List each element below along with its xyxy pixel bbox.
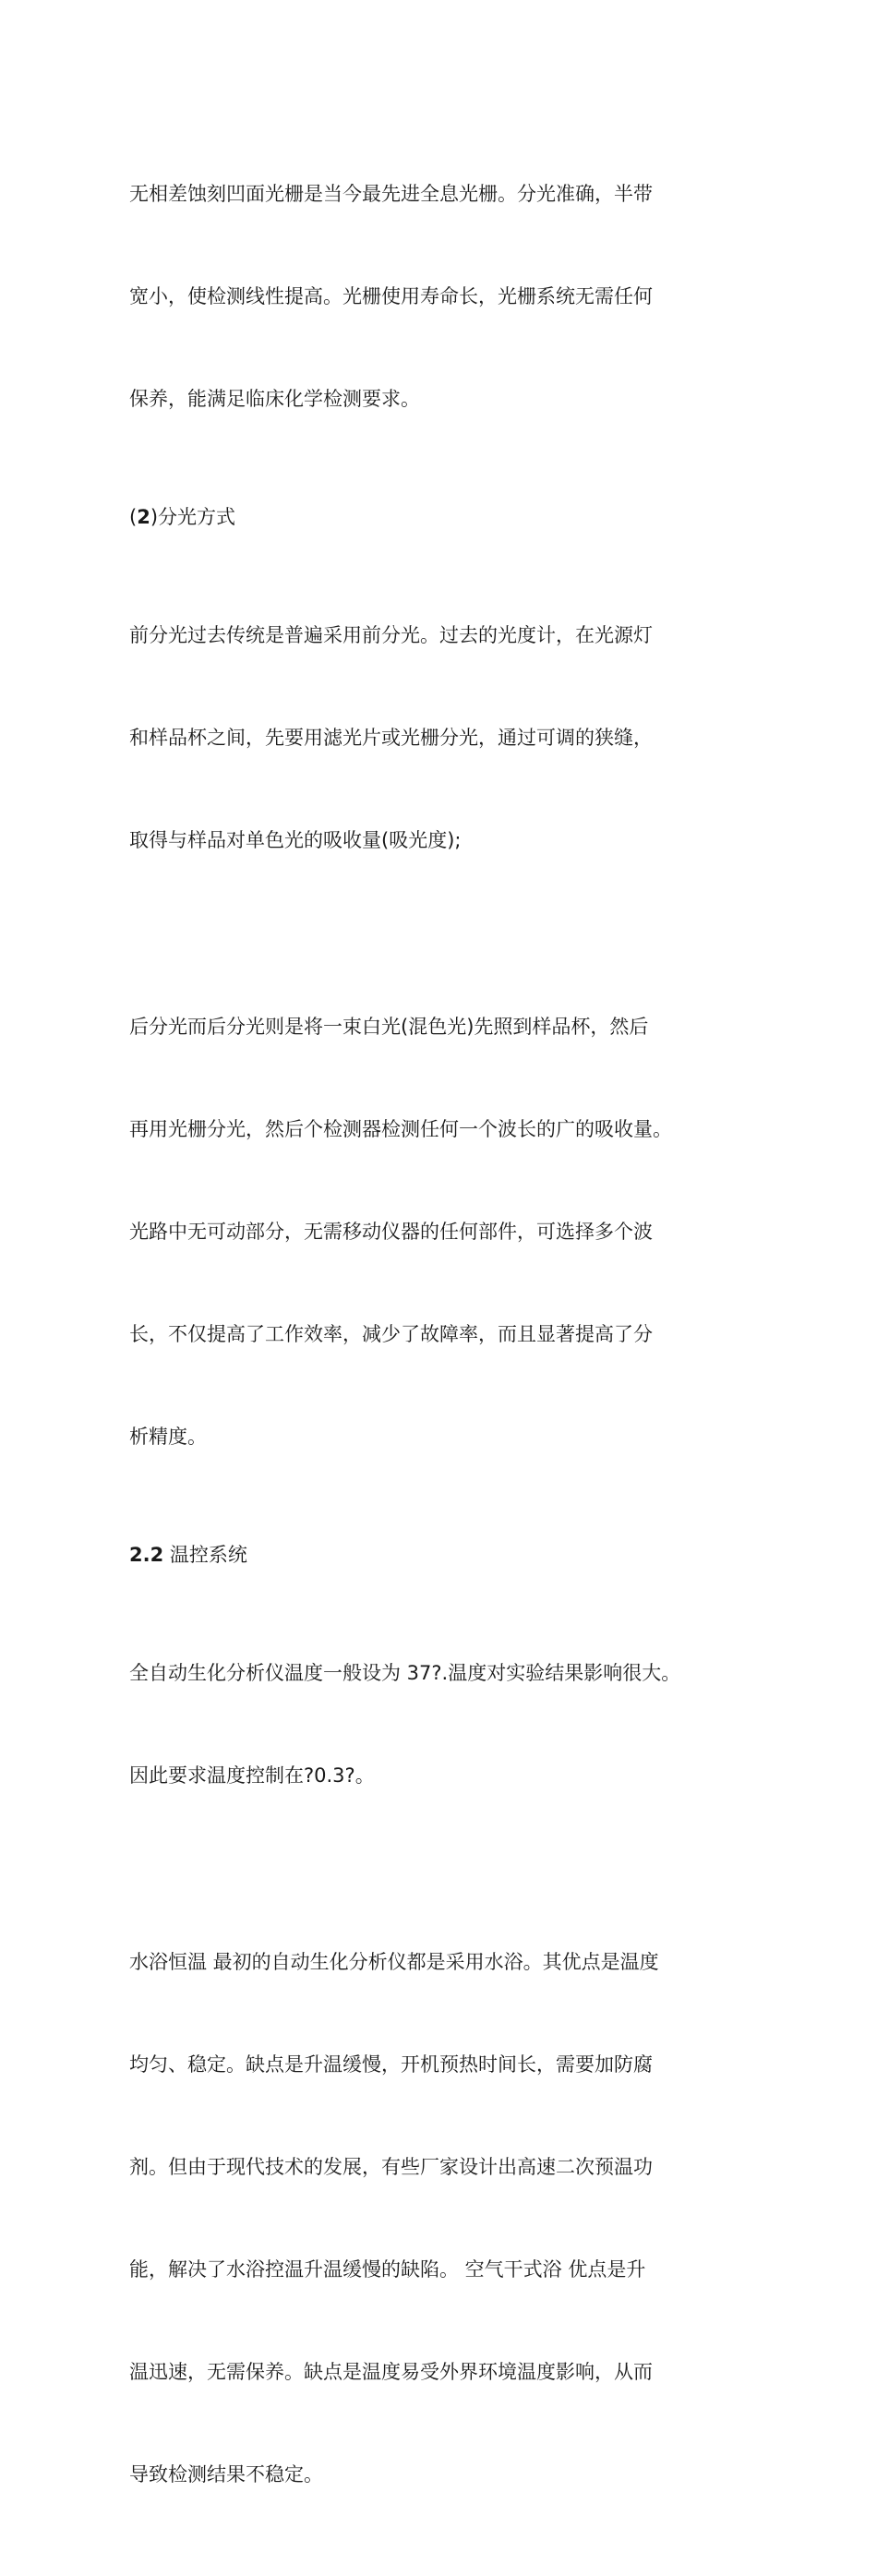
text-line: 宽小，使检测线性提高。光栅使用寿命长，光栅系统无需任何 — [129, 285, 653, 307]
text-line: 均匀、稳定。缺点是升温缓慢，开机预热时间长，需要加防腐 — [129, 2053, 653, 2076]
heading-split-method — [129, 500, 757, 535]
document-page — [129, 109, 757, 2576]
text-line: 取得与样品对单色光的吸收量(吸光度); — [129, 829, 462, 851]
text-line: 水浴恒温 最初的自动生化分析仪都是采用水浴。其优点是温度 — [129, 1951, 659, 1973]
text-line: 保养，能满足临床化学检测要求。 — [129, 388, 420, 410]
text-line: 前分光过去传统是普遍采用前分光。过去的光度计，在光源灯 — [129, 624, 653, 646]
text-line: 能，解决了水浴控温升温缓慢的缺陷。 空气干式浴 优点是升 — [129, 2258, 646, 2281]
paragraph-pre-split — [129, 550, 757, 926]
text-line: 光路中无可动部分，无需移动仪器的任何部件，可选择多个波 — [129, 1221, 653, 1243]
paragraph-water-bath — [129, 1877, 757, 2560]
heading-number: 2 — [137, 506, 150, 528]
paragraph-temperature — [129, 1588, 757, 1861]
text-line: 和样品杯之间，先要用滤光片或光栅分光，通过可调的狭缝， — [129, 727, 653, 749]
text-line: 剂。但由于现代技术的发展，有些厂家设计出高速二次预温功 — [129, 2156, 653, 2178]
paragraph-grating — [129, 109, 757, 485]
text-line: 导致检测结果不稳定。 — [129, 2463, 323, 2486]
text-line: 后分光而后分光则是将一束白光(混色光)先照到样品杯，然后 — [129, 1016, 649, 1038]
heading-open-paren: ( — [129, 506, 138, 528]
heading-temperature-control — [129, 1538, 757, 1572]
text-line: 析精度。 — [129, 1426, 207, 1448]
text-line: 因此要求温度控制在?0.3?。 — [129, 1764, 375, 1787]
heading-number: 2.2 — [129, 1544, 164, 1566]
text-line: 无相差蚀刻凹面光栅是当今最先进全息光栅。分光准确，半带 — [129, 183, 653, 205]
heading-text: 温控系统 — [163, 1544, 247, 1566]
heading-text: )分光方式 — [150, 506, 236, 528]
paragraph-post-split — [129, 942, 757, 1523]
text-line: 再用光栅分光，然后个检测器检测任何一个波长的广的吸收量。 — [129, 1118, 672, 1140]
text-line: 长，不仅提高了工作效率，减少了故障率，而且显著提高了分 — [129, 1323, 653, 1345]
text-line: 温迅速，无需保养。缺点是温度易受外界环境温度影响，从而 — [129, 2361, 653, 2383]
text-line: 全自动生化分析仪温度一般设为 37?.温度对实验结果影响很大。 — [129, 1662, 681, 1684]
